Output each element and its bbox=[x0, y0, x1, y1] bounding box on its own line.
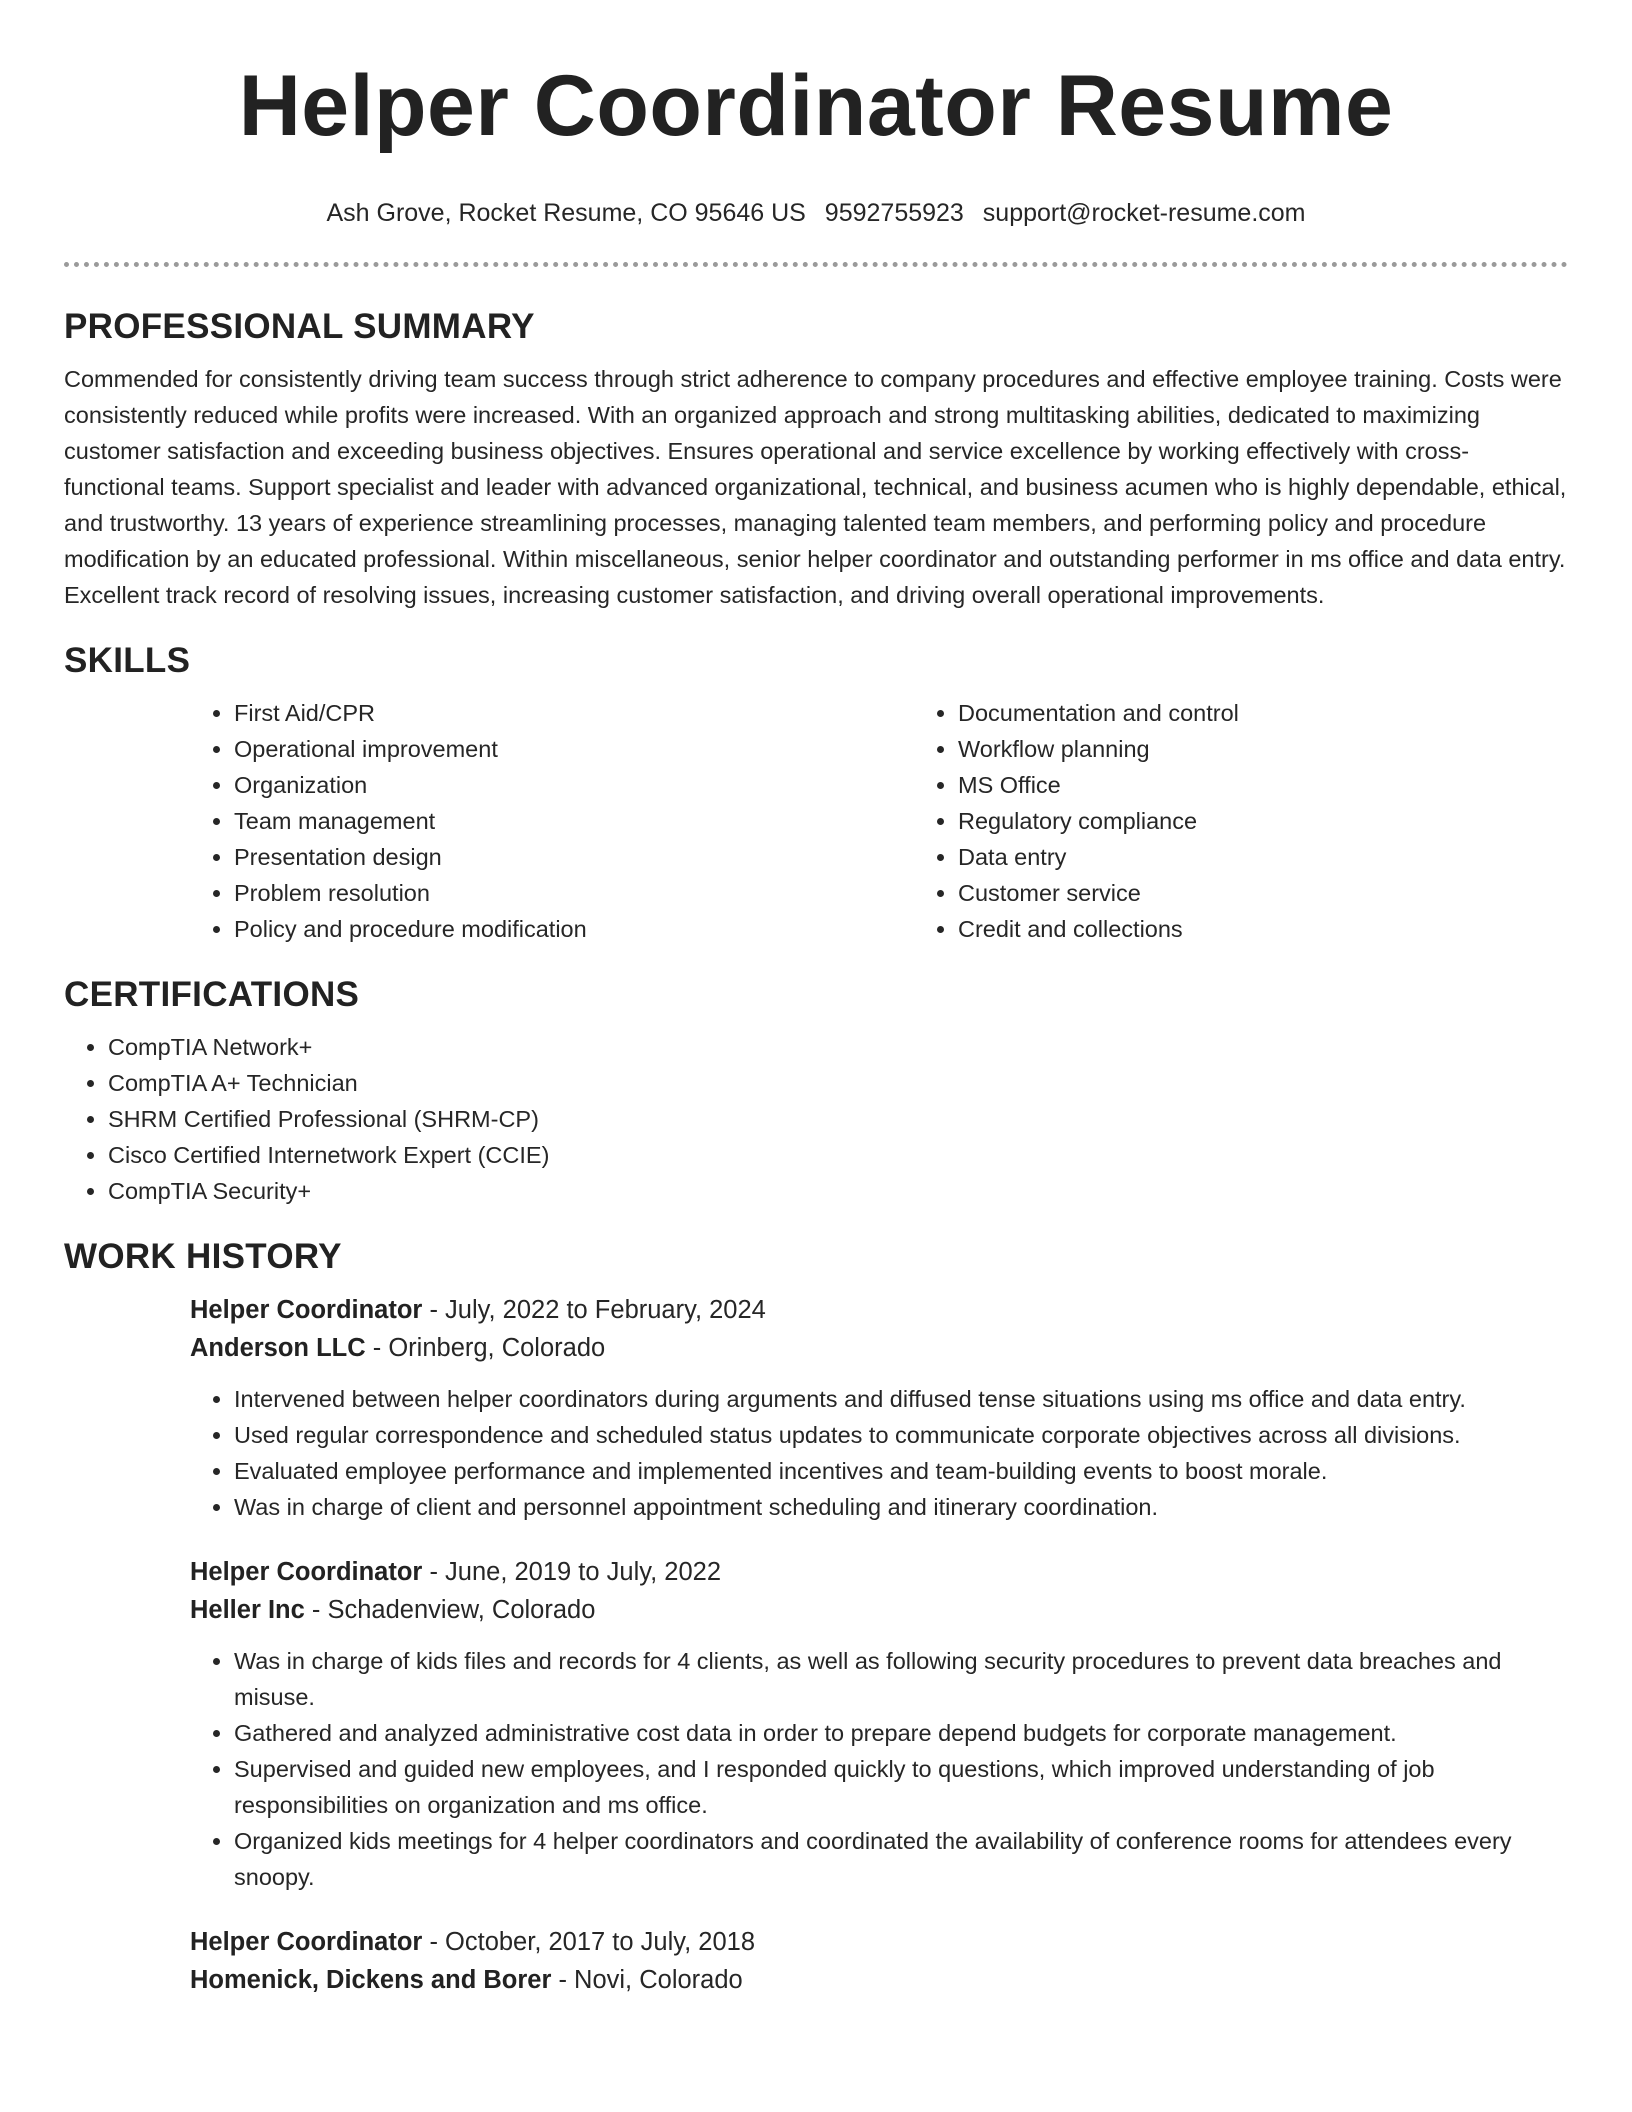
job-entry bbox=[190, 1291, 1568, 1525]
contact-line bbox=[64, 198, 1568, 228]
job-bullets bbox=[190, 1643, 1568, 1895]
job-location: - Orinberg, Colorado bbox=[365, 1334, 606, 1362]
skill-item: • Policy and procedure modification bbox=[234, 911, 914, 947]
job-company: Homenick, Dickens and Borer bbox=[190, 1966, 552, 1994]
skill-item: • First Aid/CPR bbox=[234, 695, 914, 731]
skill-item: • Organization bbox=[234, 767, 914, 803]
certification-item: • SHRM Certified Professional (SHRM-CP) bbox=[108, 1101, 1568, 1137]
skill-item: • Presentation design bbox=[234, 839, 914, 875]
job-dates: - October, 2017 to July, 2018 bbox=[422, 1928, 756, 1956]
skill-item: • Credit and collections bbox=[958, 911, 1632, 947]
job-title: Helper Coordinator bbox=[190, 1928, 423, 1956]
job-title-line bbox=[190, 1553, 1568, 1591]
job-company: Heller Inc bbox=[190, 1596, 305, 1624]
job-bullet: • Gathered and analyzed administrative cost data in order to prepare depend budgets for corporate management. bbox=[234, 1715, 1568, 1751]
skills-list bbox=[190, 695, 1568, 947]
job-title: Helper Coordinator bbox=[190, 1296, 423, 1324]
job-location: - Schadenview, Colorado bbox=[304, 1596, 596, 1624]
skill-item: • MS Office bbox=[958, 767, 1632, 803]
summary-heading: PROFESSIONAL SUMMARY bbox=[64, 307, 535, 346]
contact-address: Ash Grove, Rocket Resume, CO 95646 US bbox=[326, 199, 806, 227]
job-bullet: • Used regular correspondence and scheduled status updates to communicate corporate objectives across all divisions. bbox=[234, 1417, 1568, 1453]
certifications-heading: CERTIFICATIONS bbox=[64, 975, 360, 1014]
job-entry bbox=[190, 1923, 1568, 1999]
job-entry bbox=[190, 1553, 1568, 1895]
skill-item: • Problem resolution bbox=[234, 875, 914, 911]
header-divider bbox=[64, 262, 1568, 267]
skills-heading: SKILLS bbox=[64, 641, 191, 680]
skill-item: • Data entry bbox=[958, 839, 1632, 875]
certification-item: • CompTIA A+ Technician bbox=[108, 1065, 1568, 1101]
certification-item: • Cisco Certified Internetwork Expert (CCIE) bbox=[108, 1137, 1568, 1173]
job-bullet: • Was in charge of client and personnel appointment scheduling and itinerary coordination. bbox=[234, 1489, 1568, 1525]
job-title-line bbox=[190, 1291, 1568, 1329]
job-bullet: • Was in charge of kids files and records for 4 clients, as well as following security procedures to prevent data breaches and misuse. bbox=[234, 1643, 1568, 1715]
skills-column-right bbox=[914, 695, 1632, 947]
job-bullet: • Evaluated employee performance and implemented incentives and team-building events to boost morale. bbox=[234, 1453, 1568, 1489]
job-dates: - June, 2019 to July, 2022 bbox=[422, 1558, 722, 1586]
resume-title: Helper Coordinator Resume bbox=[238, 58, 1394, 154]
job-company-line bbox=[190, 1961, 1568, 1999]
contact-phone: 9592755923 bbox=[824, 199, 964, 227]
job-bullets bbox=[190, 1381, 1568, 1525]
certification-item: • CompTIA Network+ bbox=[108, 1029, 1568, 1065]
job-title: Helper Coordinator bbox=[190, 1558, 423, 1586]
skill-item: • Customer service bbox=[958, 875, 1632, 911]
skills-column-left bbox=[190, 695, 914, 947]
job-company: Anderson LLC bbox=[190, 1334, 366, 1362]
job-company-line bbox=[190, 1329, 1568, 1367]
job-bullet: • Intervened between helper coordinators during arguments and diffused tense situations using ms office and data entry. bbox=[234, 1381, 1568, 1417]
skill-item: • Documentation and control bbox=[958, 695, 1632, 731]
job-bullet: • Supervised and guided new employees, and I responded quickly to questions, which improved understanding of job responsibilities on organization and ms office. bbox=[234, 1751, 1568, 1823]
job-company-line bbox=[190, 1591, 1568, 1629]
job-bullet: • Organized kids meetings for 4 helper coordinators and coordinated the availability of conference rooms for attendees every snoopy. bbox=[234, 1823, 1568, 1895]
certifications-list bbox=[64, 1029, 1568, 1209]
skill-item: • Regulatory compliance bbox=[958, 803, 1632, 839]
summary-text: Commended for consistently driving team success through strict adherence to company procedures and effective employee training. Costs were consistently reduced while profits were increased. With an organized approach and strong multitasking abilities, dedicated to maximizing customer satisfaction and exceeding business objectives. Ensures operational and service excellence by working effectively with cross-functional teams. Support specialist and leader with advanced organizational, technical, and business acumen who is highly dependable, ethical, and trustworthy. 13 years of experience streamlining processes, managing talented team members, and performing policy and procedure modification by an educated professional. Within miscellaneous, senior helper coordinator and outstanding performer in ms office and data entry. Excellent track record of resolving issues, increasing customer satisfaction, and driving overall operational improvements. bbox=[64, 366, 1567, 608]
contact-email[interactable]: support@rocket-resume.com bbox=[982, 199, 1306, 227]
skill-item: • Workflow planning bbox=[958, 731, 1632, 767]
skill-item: • Team management bbox=[234, 803, 914, 839]
job-location: - Novi, Colorado bbox=[551, 1966, 743, 1994]
job-title-line bbox=[190, 1923, 1568, 1961]
certification-item: • CompTIA Security+ bbox=[108, 1173, 1568, 1209]
skill-item: • Operational improvement bbox=[234, 731, 914, 767]
work-history-heading: WORK HISTORY bbox=[64, 1237, 342, 1276]
job-dates: - July, 2022 to February, 2024 bbox=[422, 1296, 766, 1324]
